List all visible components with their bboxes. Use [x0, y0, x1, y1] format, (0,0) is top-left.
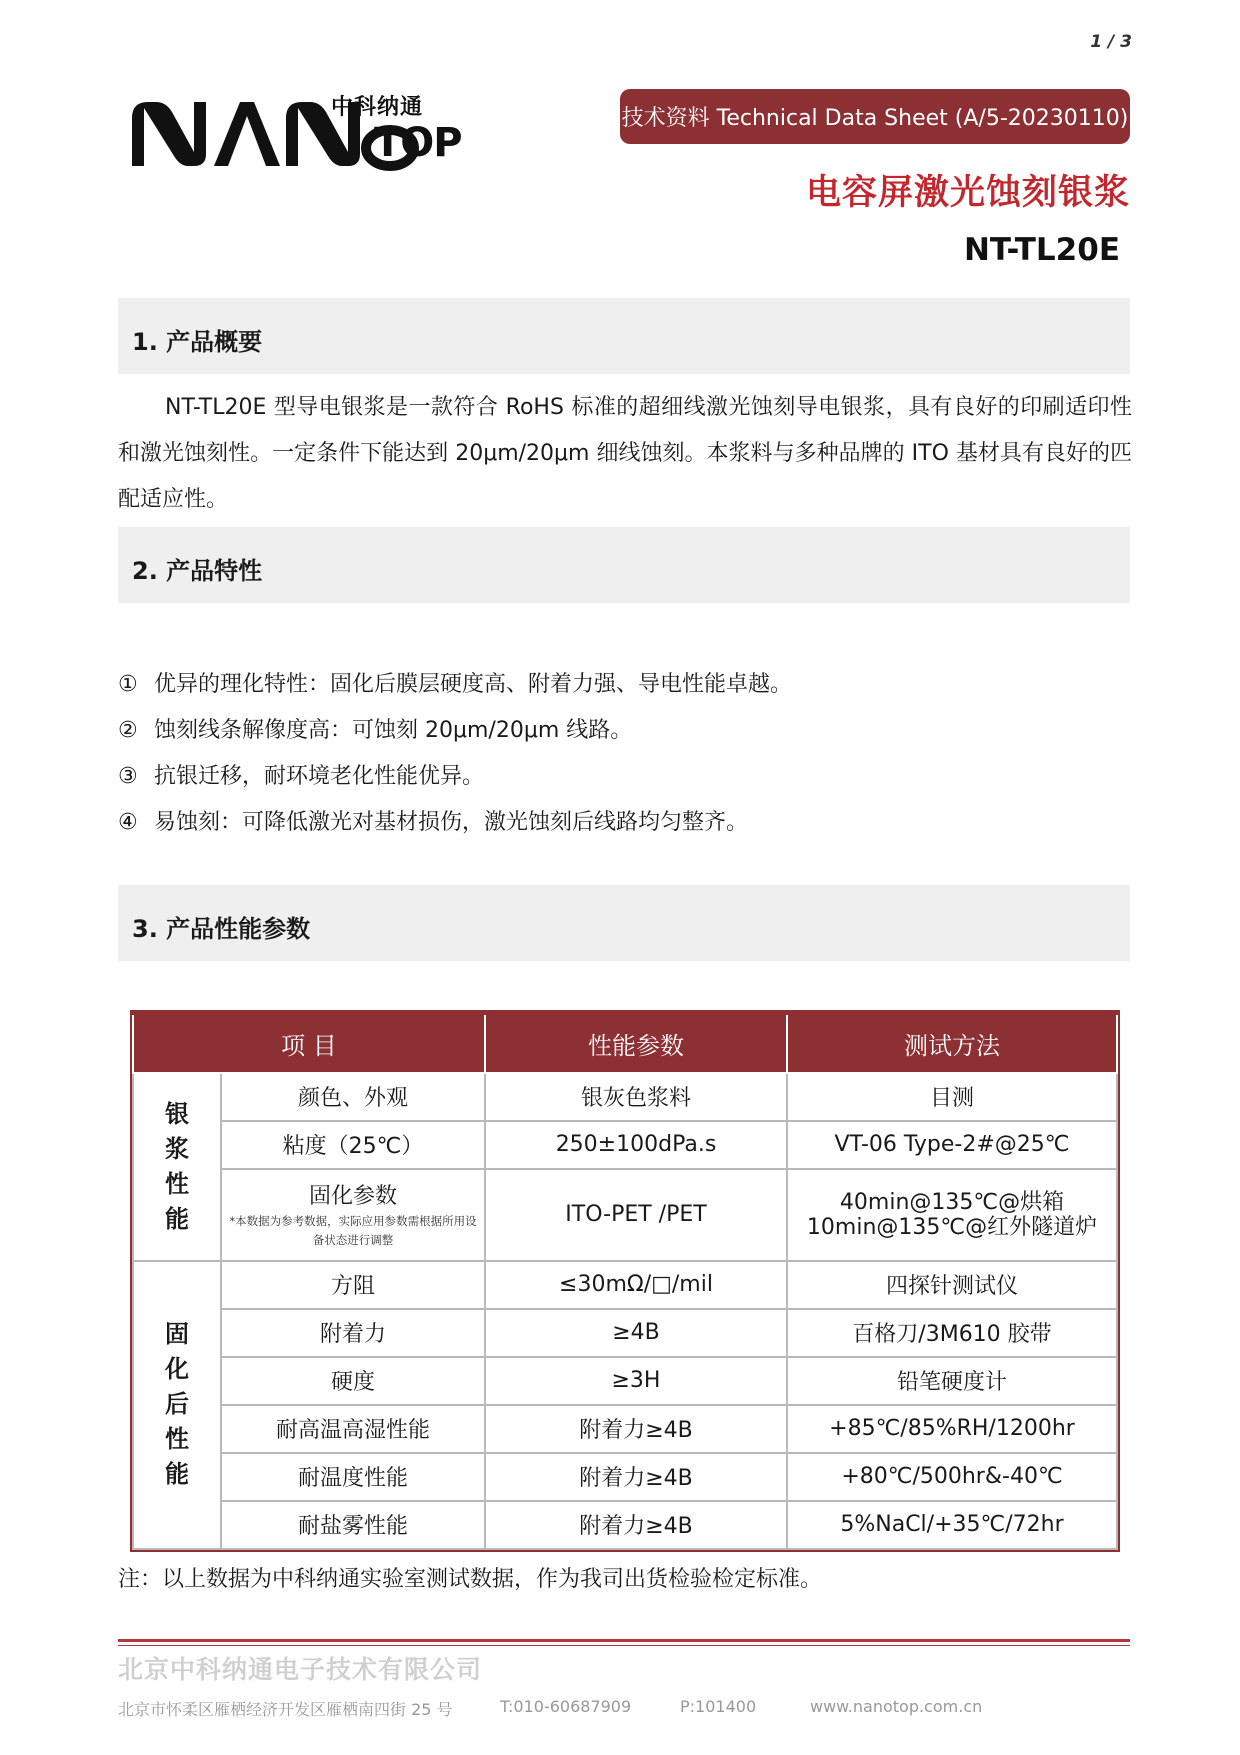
table-cell-method: 目测 [787, 1073, 1117, 1121]
column-header-value: 性能参数 [485, 1014, 787, 1073]
list-item [118, 800, 792, 846]
feature-list [118, 662, 792, 846]
technical-data-sheet-label: 技术资料 Technical Data Sheet (A/5-20230110) [620, 89, 1130, 144]
method-line: 10min@135℃@红外隧道炉 [806, 1214, 1098, 1240]
company-logo [128, 96, 478, 176]
row-group-cured-properties [133, 1261, 221, 1549]
footer-postcode: P:101400 [680, 1697, 757, 1716]
table-cell-value: ≥4B [485, 1309, 787, 1357]
table-cell-method: +80℃/500hr&-40℃ [787, 1453, 1117, 1501]
cell-main-text: 固化参数 [308, 1184, 397, 1209]
table-row [133, 1261, 1117, 1309]
table-cell-item: 耐盐雾性能 [221, 1501, 485, 1549]
performance-parameter-table [132, 1012, 1118, 1550]
table-cell-method: +85℃/85%RH/1200hr [787, 1405, 1117, 1453]
logo-top-text: TOP [374, 120, 462, 166]
section-title: 3. 产品性能参数 [132, 915, 311, 943]
list-item [118, 662, 792, 708]
section-title: 1. 产品概要 [132, 328, 263, 356]
table-cell-method: 5%NaCl/+35℃/72hr [787, 1501, 1117, 1549]
cell-footnote: *本数据为参考数据，实际应用参数需根据所用设备状态进行调整 [229, 1214, 477, 1247]
list-marker: ① [118, 672, 138, 697]
list-marker: ② [118, 718, 138, 743]
method-line: 40min@135℃@烘箱 [839, 1189, 1065, 1215]
table-header-row [133, 1014, 1117, 1073]
table-row [133, 1453, 1117, 1501]
footer-phone: T:010-60687909 [500, 1697, 632, 1716]
table-cell-value: ITO-PET /PET [485, 1169, 787, 1261]
table-row [133, 1405, 1117, 1453]
table-row [133, 1121, 1117, 1169]
table-cell-item: 颜色、外观 [221, 1073, 485, 1121]
logo-chinese-text: 中科纳通 [331, 95, 424, 120]
table-cell-value: 附着力≥4B [485, 1501, 787, 1549]
product-overview-paragraph: NT-TL20E 型导电银浆是一款符合 RoHS 标准的超细线激光蚀刻导电银浆，具有良好的印刷适印性和激光蚀刻性。一定条件下能达到 20μm/20μm 细线蚀刻。本浆料与多种品牌的 ITO 基材具有良好的匹配适应性。 [118, 395, 1132, 512]
list-marker: ③ [118, 764, 138, 789]
table-cell-method [787, 1169, 1117, 1261]
table-row [133, 1169, 1117, 1261]
list-marker: ④ [118, 810, 138, 835]
table-cell-item: 粘度（25℃） [221, 1121, 485, 1169]
table-row [133, 1357, 1117, 1405]
list-item [118, 708, 792, 754]
list-item [118, 754, 792, 800]
table-cell-value: 银灰色浆料 [485, 1073, 787, 1121]
footer-divider [118, 1639, 1130, 1642]
section-title: 2. 产品特性 [132, 557, 263, 585]
table-row [133, 1309, 1117, 1357]
group-label: 银 浆 性 能 [165, 1099, 189, 1233]
list-item-text: 抗银迁移，耐环境老化性能优异。 [154, 764, 485, 789]
column-header-item: 项 目 [133, 1014, 485, 1073]
section-parameters-heading [118, 885, 1130, 961]
group-label: 固 化 后 性 能 [165, 1320, 189, 1488]
table-cell-method: 铅笔硬度计 [787, 1357, 1117, 1405]
row-group-paste-properties [133, 1073, 221, 1261]
footer-address: 北京市怀柔区雁栖经济开发区雁栖南四街 25 号 [118, 1700, 453, 1719]
footer-divider [118, 1645, 1130, 1646]
footer-website[interactable]: www.nanotop.com.cn [810, 1697, 983, 1716]
column-header-method: 测试方法 [787, 1014, 1117, 1073]
list-item-text: 易蚀刻：可降低激光对基材损伤，激光蚀刻后线路均匀整齐。 [154, 810, 749, 835]
table-cell-method: 百格刀/3M610 胶带 [787, 1309, 1117, 1357]
table-cell-value: ≤30mΩ/□/mil [485, 1261, 787, 1309]
table-cell-value: ≥3H [485, 1357, 787, 1405]
table-row [133, 1073, 1117, 1121]
table-cell-item: 附着力 [221, 1309, 485, 1357]
table-cell-value: 250±100dPa.s [485, 1121, 787, 1169]
table-cell-item: 耐高温高湿性能 [221, 1405, 485, 1453]
list-item-text: 优异的理化特性：固化后膜层硬度高、附着力强、导电性能卓越。 [154, 672, 793, 697]
table-cell-item: 硬度 [221, 1357, 485, 1405]
table-footnote: 注：以上数据为中科纳通实验室测试数据，作为我司出货检验检定标准。 [118, 1567, 823, 1592]
table-cell-value: 附着力≥4B [485, 1453, 787, 1501]
table-cell-item: 方阻 [221, 1261, 485, 1309]
table-cell-method: VT-06 Type-2#@25℃ [787, 1121, 1117, 1169]
section-overview-heading [118, 298, 1130, 374]
list-item-text: 蚀刻线条解像度高：可蚀刻 20μm/20μm 线路。 [154, 718, 633, 743]
table-row [133, 1501, 1117, 1549]
table-cell-method: 四探针测试仪 [787, 1261, 1117, 1309]
footer-company-name: 北京中科纳通电子技术有限公司 [118, 1655, 483, 1684]
page-number: 1 / 3 [1090, 32, 1132, 52]
table-cell-item [221, 1169, 485, 1261]
table-cell-value: 附着力≥4B [485, 1405, 787, 1453]
document-title: 电容屏激光蚀刻银浆 [805, 173, 1130, 213]
section-features-heading [118, 527, 1130, 603]
product-model: NT-TL20E [963, 232, 1120, 268]
table-cell-item: 耐温度性能 [221, 1453, 485, 1501]
